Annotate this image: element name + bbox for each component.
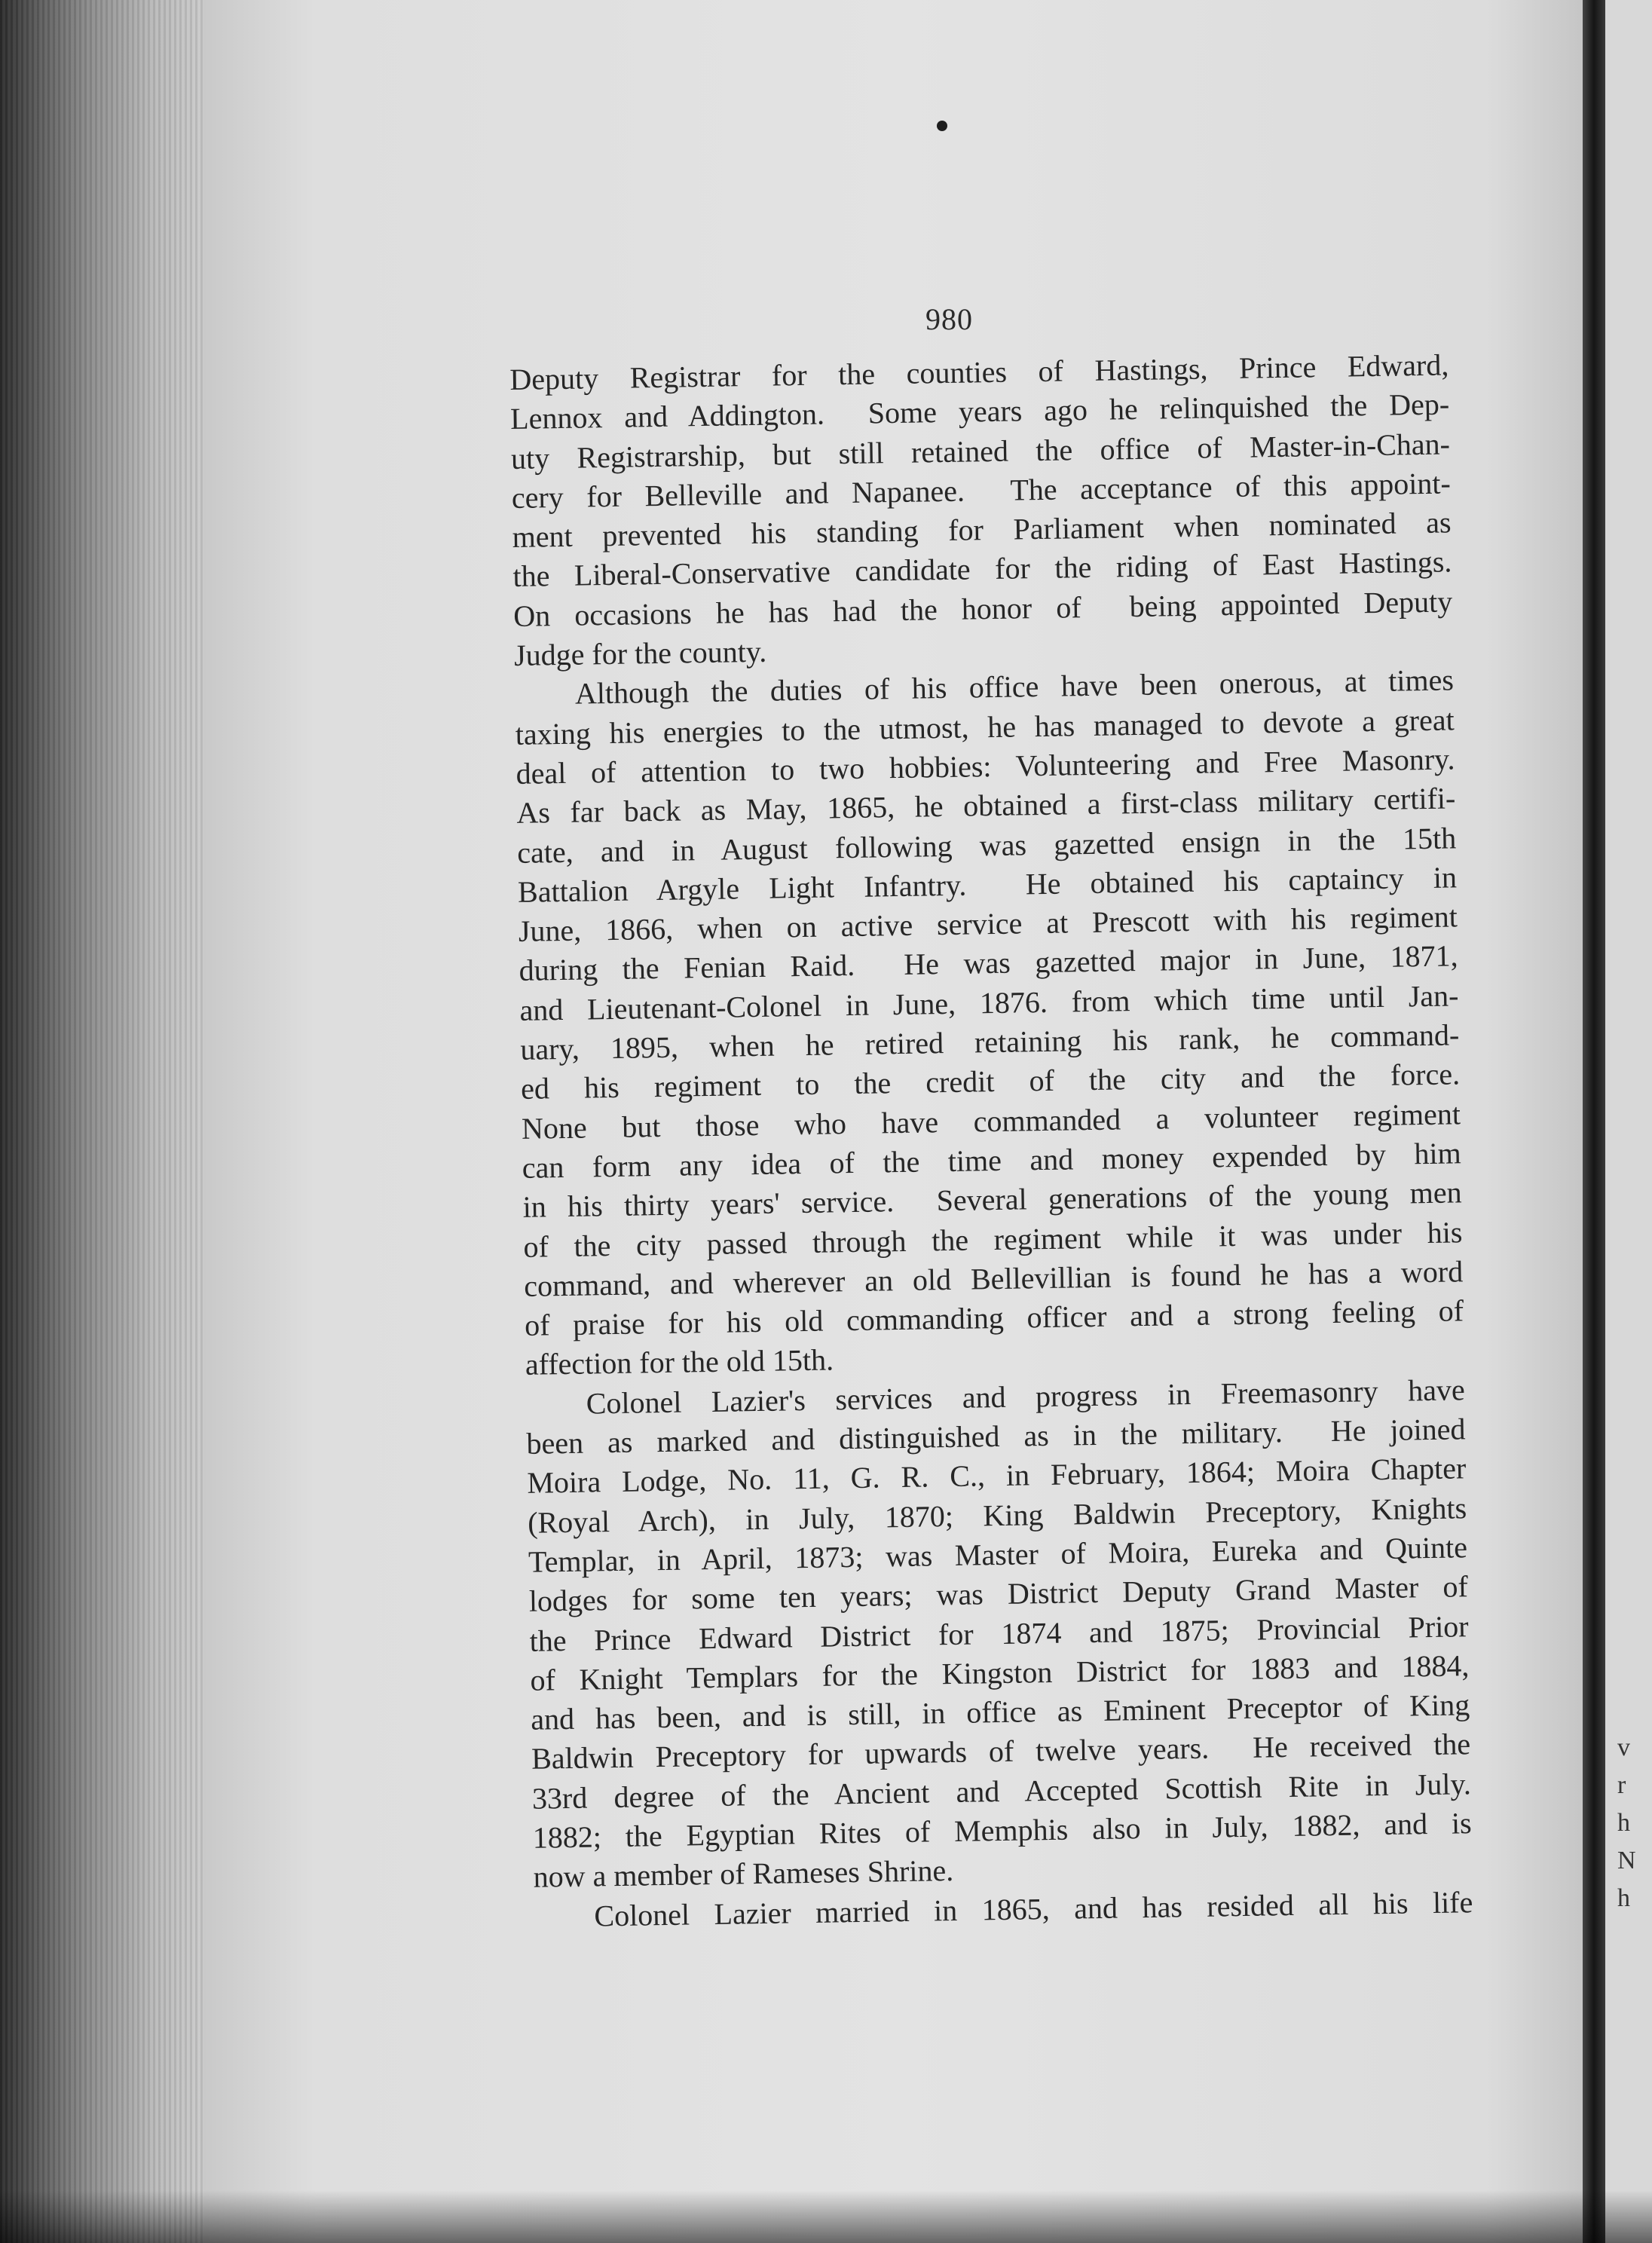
text-line: and Lieutenant-Colonel in June, 1876. from which time until Jan- — [519, 978, 1459, 1027]
text-line: On occasions he has had the honor of being appointed Deputy — [512, 584, 1453, 633]
text-line: command, and wherever an old Bellevillian is found he has a word — [523, 1254, 1464, 1303]
text-line: Judge for the county. — [513, 634, 767, 673]
text-line: ment prevented his standing for Parliament when nominated as — [512, 505, 1452, 555]
text-line: Colonel Lazier's services and progress in Freemasonry have — [586, 1372, 1465, 1421]
text-line: 33rd degree of the Ancient and Accepted Scottish Rite in July. — [531, 1766, 1472, 1816]
book-gutter — [1583, 0, 1605, 2243]
text-line: of praise for his old commanding officer and a strong feeling of — [524, 1293, 1464, 1342]
text-line: Templar, in April, 1873; was Master of Moira, Eureka and Quinte — [528, 1530, 1468, 1579]
text-line: deal of attention to two hobbies: Volunteering and Free Masonry. — [515, 742, 1455, 791]
fragment-char: N — [1617, 1847, 1636, 1874]
text-line: Deputy Registrar for the counties of Hastings, Prince Edward, — [509, 347, 1449, 396]
text-line: taxing his energies to the utmost, he has managed to devote a great — [515, 702, 1455, 751]
text-line: in his thirty years' service. Several generations of the young men — [522, 1175, 1462, 1225]
text-line: the Liberal-Conservative candidate for the riding of East Hastings. — [512, 544, 1452, 594]
text-line: now a member of Rameses Shrine. — [533, 1853, 954, 1895]
text-line: the Prince Edward District for 1874 and 1875; Provincial Prior — [529, 1608, 1469, 1658]
bottom-shadow — [0, 2190, 1652, 2243]
text-line: lodges for some ten years; was District Deputy Grand Master of — [528, 1569, 1469, 1618]
text-line: June, 1866, when on active service at Prescott with his regiment — [518, 899, 1458, 949]
text-line: uty Registrarship, but still retained the office of Master-in-Chan- — [510, 427, 1451, 476]
fragment-char: r — [1617, 1771, 1626, 1799]
body-text — [509, 345, 1473, 1936]
text-line: None but those who have commanded a volunteer regiment — [521, 1096, 1461, 1146]
text-line: ed his regiment to the credit of the city and the force. — [520, 1057, 1461, 1106]
fragment-char: h — [1617, 1809, 1630, 1837]
page-number: 980 — [925, 302, 973, 336]
text-line: (Royal Arch), in July, 1870; King Baldwin Preceptory, Knights — [527, 1490, 1467, 1540]
fragment-char: v — [1617, 1734, 1630, 1761]
text-line: Moira Lodge, No. 11, G. R. C., in February, 1864; Moira Chapter — [527, 1451, 1467, 1501]
text-line: uary, 1895, when he retired retaining his rank, he command- — [520, 1017, 1460, 1066]
text-line: cate, and in August following was gazetted ensign in the 15th — [516, 820, 1457, 870]
text-line: and has been, and is still, in office as Eminent Preceptor of King — [530, 1688, 1470, 1737]
text-line: can form any idea of the time and money expended by him — [522, 1136, 1462, 1185]
text-line: of Knight Templars for the Kingston District for 1883 and 1884, — [530, 1648, 1470, 1697]
text-line: Battalion Argyle Light Infantry. He obtained his captaincy in — [517, 860, 1458, 909]
text-line: As far back as May, 1865, he obtained a first-class military certifi- — [516, 781, 1456, 831]
fragment-char: h — [1617, 1884, 1630, 1912]
text-line: of the city passed through the regiment while it was under his — [523, 1214, 1463, 1264]
text-line: been as marked and distinguished as in the military. He joined — [526, 1412, 1466, 1461]
book-page-edges — [0, 0, 219, 2243]
adjacent-page-fragment — [1605, 0, 1652, 2243]
ink-dot — [937, 121, 947, 131]
text-line: cery for Belleville and Napanee. The acceptance of this appoint- — [511, 466, 1452, 515]
text-line: affection for the old 15th. — [525, 1342, 834, 1382]
text-line: during the Fenian Raid. He was gazetted major in June, 1871, — [519, 938, 1458, 988]
text-line: 1882; the Egyptian Rites of Memphis also in July, 1882, and is — [532, 1806, 1472, 1855]
text-line: Baldwin Preceptory for upwards of twelve years. He received the — [531, 1727, 1471, 1776]
text-line: Although the duties of his office have been onerous, at times — [574, 662, 1455, 711]
text-line: Lennox and Addington. Some years ago he relinquished the Dep- — [509, 387, 1450, 436]
text-line: Colonel Lazier married in 1865, and has resided all his life — [594, 1884, 1473, 1933]
